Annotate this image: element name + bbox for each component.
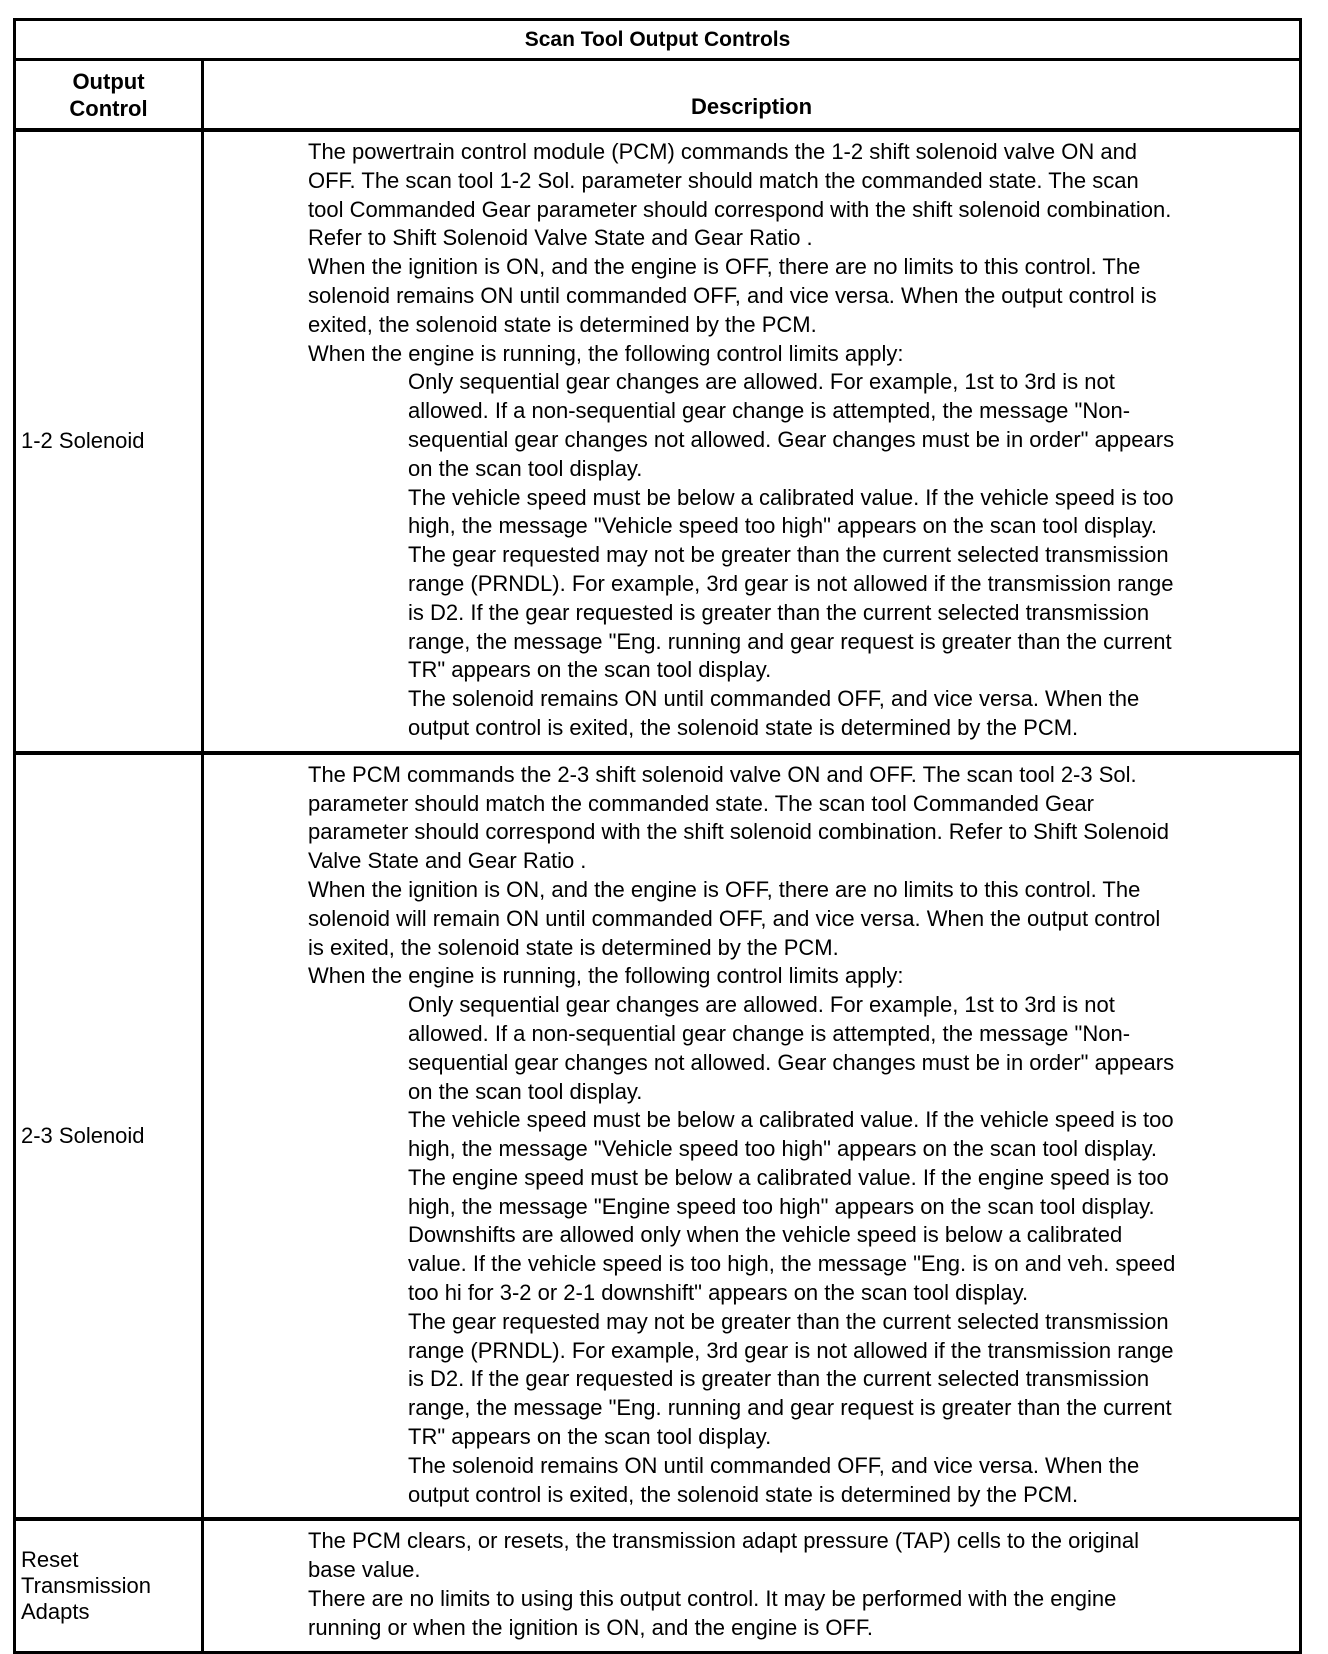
text-line: on the scan tool display.	[408, 455, 643, 481]
description-cell	[204, 132, 1299, 751]
output-control-label: 2-3 Solenoid	[21, 1123, 145, 1149]
text-line: When the engine is running, the following control limits apply:	[308, 963, 904, 989]
text-line: allowed. If a non-sequential gear change is attempted, the message "Non-	[408, 1020, 1131, 1046]
text-line: The solenoid remains ON until commanded OFF, and vice versa. When the	[408, 686, 1140, 712]
description-cell	[204, 755, 1299, 1518]
control-limit-item	[308, 1308, 1299, 1452]
text-line: The engine speed must be below a calibrated value. If the engine speed is too	[408, 1164, 1169, 1190]
text-line: high, the message "Vehicle speed too high" appears on the scan tool display.	[408, 1136, 1158, 1162]
table-title: Scan Tool Output Controls	[16, 21, 1299, 61]
text-line: The powertrain control module (PCM) commands the 1-2 shift solenoid valve ON and	[308, 139, 1138, 164]
text-line: The PCM commands the 2-3 shift solenoid valve ON and OFF. The scan tool 2-3 Sol.	[308, 761, 1137, 787]
control-limit-item	[308, 1221, 1299, 1307]
text-line: output control is exited, the solenoid state is determined by the PCM.	[408, 714, 1079, 740]
text-line: sequential gear changes not allowed. Gear changes must be in order" appears	[408, 426, 1175, 452]
description-paragraph	[308, 876, 1299, 962]
output-control-cell	[16, 1521, 204, 1650]
description-paragraph	[308, 340, 1299, 369]
text-line: is D2. If the gear requested is greater than the current selected transmission	[408, 599, 1150, 625]
control-limit-item	[308, 541, 1299, 685]
text-line: range, the message "Eng. running and gear request is greater than the current	[408, 628, 1172, 654]
table-body	[16, 128, 1299, 1651]
control-limit-item	[308, 484, 1299, 542]
output-control-label: Adapts	[21, 1599, 90, 1625]
text-line: exited, the solenoid state is determined by the PCM.	[308, 311, 817, 337]
description-paragraph	[308, 962, 1299, 991]
text-line: running or when the ignition is ON, and the engine is OFF.	[308, 1614, 873, 1640]
text-line: is exited, the solenoid state is determined by the PCM.	[308, 934, 839, 960]
text-line: The solenoid remains ON until commanded OFF, and vice versa. When the	[408, 1452, 1140, 1478]
control-limit-item	[308, 685, 1299, 743]
text-line: value. If the vehicle speed is too high, the message "Eng. is on and veh. speed	[408, 1251, 1176, 1277]
description-paragraph	[308, 138, 1299, 253]
control-limit-item	[308, 368, 1299, 483]
text-line: Refer to Shift Solenoid Valve State and Gear Ratio .	[308, 225, 813, 251]
output-control-label: Reset	[21, 1547, 79, 1573]
text-line: range (PRNDL). For example, 3rd gear is not allowed if the transmission range	[408, 570, 1174, 596]
text-line: too hi for 3-2 or 2-1 downshift" appears on the scan tool display.	[408, 1280, 1029, 1306]
text-line: TR" appears on the scan tool display.	[408, 657, 772, 683]
text-line: tool Commanded Gear parameter should correspond with the shift solenoid combination.	[308, 196, 1172, 222]
text-line: Downshifts are allowed only when the vehicle speed is below a calibrated	[408, 1222, 1123, 1248]
text-line: range (PRNDL). For example, 3rd gear is not allowed if the transmission range	[408, 1337, 1174, 1363]
output-control-label: Transmission	[21, 1573, 151, 1599]
text-line: The PCM clears, or resets, the transmission adapt pressure (TAP) cells to the original	[308, 1528, 1140, 1554]
text-line: output control is exited, the solenoid state is determined by the PCM.	[408, 1481, 1079, 1507]
text-line: sequential gear changes not allowed. Gear changes must be in order" appears	[408, 1049, 1175, 1075]
text-line: on the scan tool display.	[408, 1078, 643, 1104]
text-line: high, the message "Engine speed too high" appears on the scan tool display.	[408, 1193, 1155, 1219]
control-limit-item	[308, 991, 1299, 1106]
description-paragraph	[308, 253, 1299, 339]
header-line: Control	[69, 95, 148, 121]
header-line: Output	[72, 68, 145, 94]
text-line: When the ignition is ON, and the engine is OFF, there are no limits to this control. The	[308, 876, 1141, 902]
control-limit-item	[308, 1164, 1299, 1222]
text-line: There are no limits to using this output control. It may be performed with the engine	[308, 1586, 1117, 1612]
text-line: high, the message "Vehicle speed too high" appears on the scan tool display.	[408, 513, 1158, 539]
text-line: TR" appears on the scan tool display.	[408, 1424, 772, 1450]
header-output-control	[16, 61, 204, 128]
text-line: The vehicle speed must be below a calibrated value. If the vehicle speed is too	[408, 484, 1174, 510]
text-line: Only sequential gear changes are allowed. For example, 1st to 3rd is not	[408, 992, 1115, 1018]
text-line: When the ignition is ON, and the engine is OFF, there are no limits to this control. The	[308, 254, 1141, 280]
control-limit-item	[308, 1452, 1299, 1510]
table-row	[16, 751, 1299, 1518]
table-row	[16, 128, 1299, 751]
text-line: base value.	[308, 1557, 421, 1583]
text-line: When the engine is running, the following control limits apply:	[308, 340, 904, 366]
text-line: allowed. If a non-sequential gear change is attempted, the message "Non-	[408, 398, 1131, 424]
text-line: parameter should match the commanded state. The scan tool Commanded Gear	[308, 790, 1094, 816]
text-line: solenoid will remain ON until commanded OFF, and vice versa. When the output control	[308, 905, 1161, 931]
description-paragraph	[308, 761, 1299, 876]
description-paragraph	[308, 1527, 1299, 1585]
header-description: Description	[690, 94, 813, 120]
text-line: range, the message "Eng. running and gear request is greater than the current	[408, 1395, 1172, 1421]
control-limit-item	[308, 1106, 1299, 1164]
header-row	[16, 61, 1299, 128]
text-line: The vehicle speed must be below a calibrated value. If the vehicle speed is too	[408, 1107, 1174, 1133]
text-line: Valve State and Gear Ratio .	[308, 848, 587, 874]
text-line: is D2. If the gear requested is greater than the current selected transmission	[408, 1366, 1150, 1392]
table-row	[16, 1517, 1299, 1650]
text-line: Only sequential gear changes are allowed. For example, 1st to 3rd is not	[408, 369, 1115, 395]
text-line: solenoid remains ON until commanded OFF, and vice versa. When the output control is	[308, 282, 1157, 308]
output-controls-table	[13, 18, 1302, 1654]
output-control-label: 1-2 Solenoid	[21, 428, 145, 454]
output-control-cell	[16, 132, 204, 751]
text-line: parameter should correspond with the shift solenoid combination. Refer to Shift Solenoid	[308, 819, 1169, 845]
text-line: OFF. The scan tool 1-2 Sol. parameter should match the commanded state. The scan	[308, 167, 1139, 193]
output-control-cell	[16, 755, 204, 1518]
text-line: The gear requested may not be greater than the current selected transmission	[408, 542, 1169, 568]
description-paragraph	[308, 1585, 1299, 1643]
text-line: The gear requested may not be greater than the current selected transmission	[408, 1308, 1169, 1334]
description-cell	[204, 1521, 1299, 1650]
